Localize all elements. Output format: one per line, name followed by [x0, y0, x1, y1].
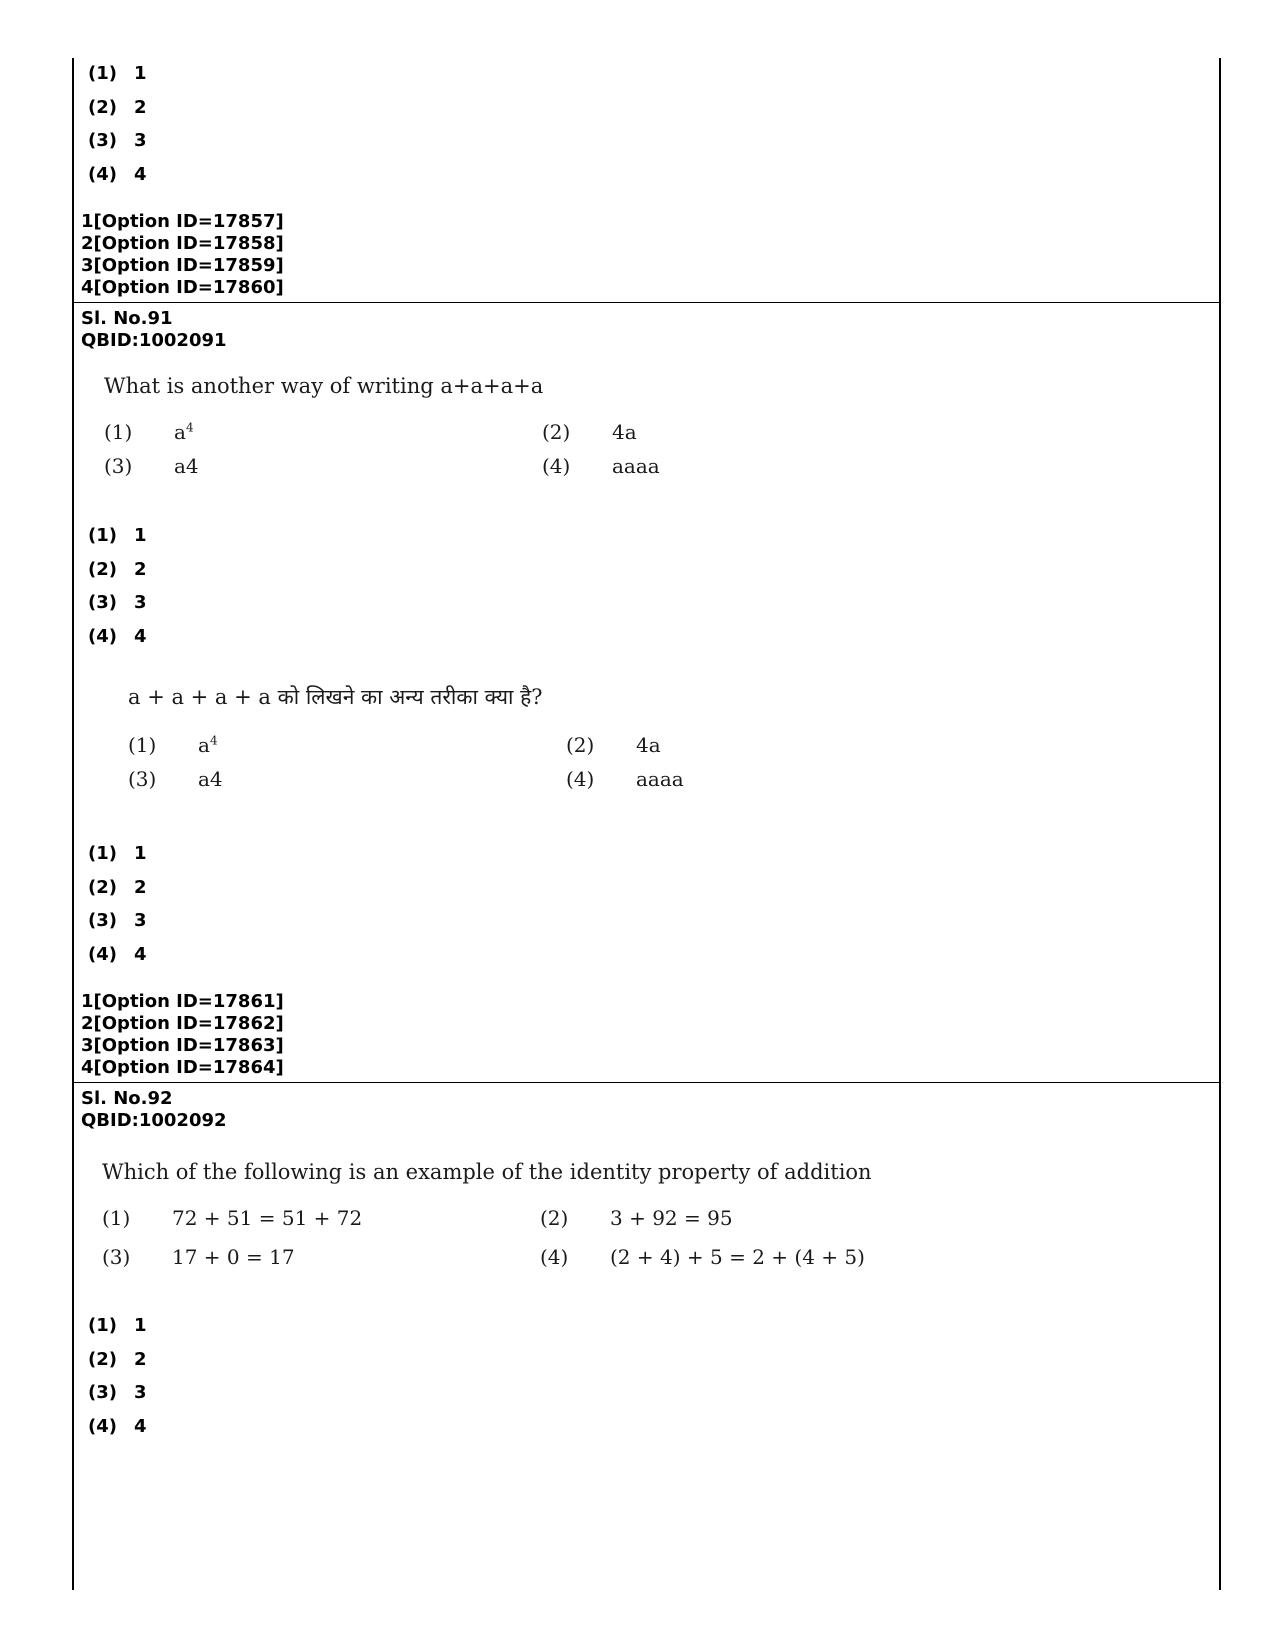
option-id-list [81, 991, 284, 1079]
answer-choice: (4) 4 [88, 944, 147, 965]
answer-choice: (4) 4 [88, 626, 147, 647]
answer-choice: (2) 2 [88, 559, 147, 580]
question-option: (3) 17 + 0 = 17 [102, 1245, 295, 1269]
question-option: (2) 4a [566, 733, 661, 757]
answer-choice: (1) 1 [88, 843, 147, 864]
question-option: (4) aaaa [566, 767, 684, 791]
option-id-list [81, 211, 284, 299]
option-id: 2[Option ID=17858] [81, 233, 284, 254]
question-option: (3) a4 [128, 767, 223, 791]
question-header-91 [81, 308, 227, 352]
qbid: QBID:1002092 [81, 1110, 227, 1131]
answer-choice: (4) 4 [88, 1416, 147, 1437]
option-id: 4[Option ID=17860] [81, 277, 284, 298]
question-header-92 [81, 1088, 227, 1132]
question-divider [74, 1082, 1219, 1083]
question-divider [74, 302, 1219, 303]
question-option: (4) aaaa [542, 454, 660, 478]
question-text-hi: a + a + a + a को लिखने का अन्य तरीका क्या है? [128, 685, 543, 709]
question-option: (3) a4 [104, 454, 199, 478]
answer-choice: (3) 3 [88, 130, 147, 151]
question-option: (1) $a^4$ [104, 420, 194, 444]
answer-choice: (3) 3 [88, 910, 147, 931]
answer-choice: (1) 1 [88, 1315, 147, 1336]
answer-choice: (2) 2 [88, 1349, 147, 1370]
question-text-en: Which of the following is an example of the identity property of addition [102, 1160, 872, 1184]
question-paper-frame [72, 58, 1221, 1590]
answer-choice: (3) 3 [88, 1382, 147, 1403]
question-text-en: What is another way of writing a+a+a+a [104, 374, 544, 398]
answer-choice: (4) 4 [88, 164, 147, 185]
question-option: (1) 72 + 51 = 51 + 72 [102, 1206, 363, 1230]
answer-choice: (1) 1 [88, 63, 147, 84]
answer-choice: (2) 2 [88, 877, 147, 898]
answer-choice: (1) 1 [88, 525, 147, 546]
answer-choice: (2) 2 [88, 97, 147, 118]
option-id: 1[Option ID=17857] [81, 211, 284, 232]
qbid: QBID:1002091 [81, 330, 227, 351]
question-option: (4) (2 + 4) + 5 = 2 + (4 + 5) [540, 1245, 865, 1269]
serial-number: Sl. No.92 [81, 1088, 173, 1109]
option-id: 2[Option ID=17862] [81, 1013, 284, 1034]
option-id: 3[Option ID=17863] [81, 1035, 284, 1056]
serial-number: Sl. No.91 [81, 308, 173, 329]
option-id: 3[Option ID=17859] [81, 255, 284, 276]
question-option: (2) 3 + 92 = 95 [540, 1206, 733, 1230]
question-option: (1) $a^4$ [128, 733, 218, 757]
question-option: (2) 4a [542, 420, 637, 444]
option-id: 1[Option ID=17861] [81, 991, 284, 1012]
answer-choice: (3) 3 [88, 592, 147, 613]
option-id: 4[Option ID=17864] [81, 1057, 284, 1078]
